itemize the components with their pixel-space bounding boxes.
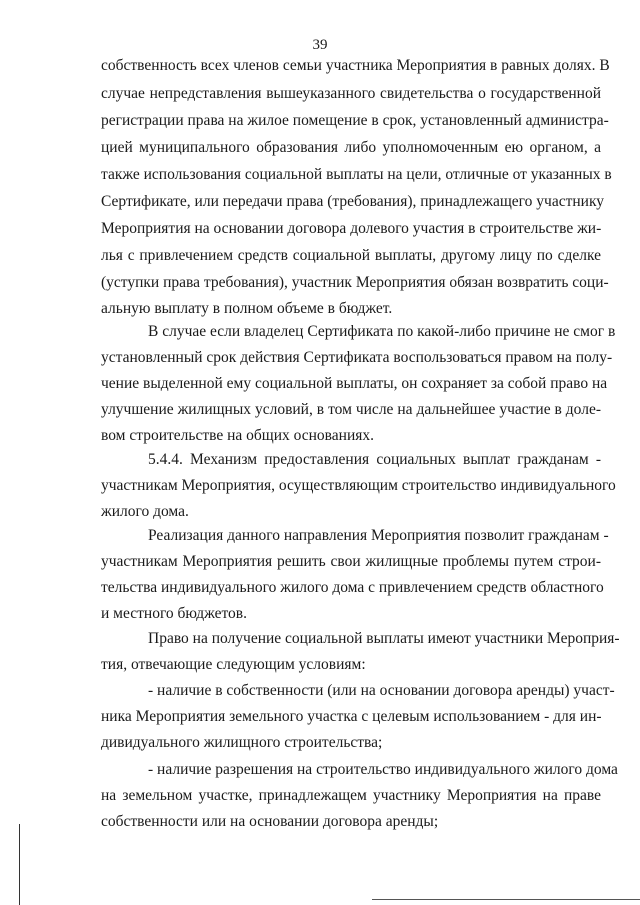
scan-footer-line <box>372 899 640 900</box>
text-line: лья с привлечением средств социальной выплаты, другому лицу по сделке <box>101 247 601 264</box>
scan-margin-line <box>19 824 20 905</box>
text-line: случае непредставления вышеуказанного свидетельства о государственной <box>101 85 601 102</box>
text-line: также использования социальной выплаты на цели, отличные от указанных в <box>101 166 612 183</box>
text-line: Сертификате, или передачи права (требования), принадлежащего участнику <box>101 193 605 210</box>
list-item-line: дивидуального жилищного строительства; <box>101 734 383 751</box>
text-line: установленный срок действия Сертификата воспользоваться правом на полу- <box>101 349 613 366</box>
list-item-line: собственности или на основании договора аренды; <box>101 813 439 830</box>
text-line: собственность всех членов семьи участника Мероприятия в равных долях. В <box>101 57 610 74</box>
section-heading: жилого дома. <box>101 503 189 520</box>
text-line: чение выделенной ему социальной выплаты, он сохраняет за собой право на <box>101 375 608 392</box>
list-item-line: на земельном участке, принадлежащем участнику Мероприятия на праве <box>101 787 601 804</box>
list-item-line: - наличие разрешения на строительство индивидуального жилого дома <box>148 761 618 778</box>
list-item-line: ника Мероприятия земельного участка с целевым использованием - для ин- <box>101 708 602 725</box>
text-line: Право на получение социальной выплаты имеют участники Мероприя- <box>148 630 620 647</box>
text-line: альную выплату в полном объеме в бюджет. <box>101 300 393 317</box>
text-line: тельства индивидуального жилого дома с привлечением средств областного <box>101 579 604 596</box>
text-line: цией муниципального образования либо уполномоченным ею органом, а <box>101 139 601 156</box>
text-line: В случае если владелец Сертификата по какой-либо причине не смог в <box>148 323 616 340</box>
text-line: (уступки права требования), участник Мероприятия обязан возвратить соци- <box>101 274 609 291</box>
text-line: улучшение жилищных условий, в том числе на дальнейшее участие в доле- <box>101 401 601 418</box>
text-line: участникам Мероприятия решить свои жилищные проблемы путем строи- <box>101 553 601 570</box>
section-heading: участникам Мероприятия, осуществляющим строительство индивидуального <box>101 477 616 494</box>
text-line: тия, отвечающие следующим условиям: <box>101 656 366 673</box>
page-number: 39 <box>312 37 328 53</box>
section-heading: 5.4.4. Механизм предоставления социальных выплат гражданам - <box>148 451 601 468</box>
text-line: регистрации права на жилое помещение в срок, установленный администра- <box>101 112 609 129</box>
text-line: Мероприятия на основании договора долевого участия в строительстве жи- <box>101 220 602 237</box>
text-line: Реализация данного направления Мероприятия позволит гражданам - <box>148 527 609 544</box>
list-item-line: - наличие в собственности (или на основании договора аренды) участ- <box>148 682 615 699</box>
text-line: и местного бюджетов. <box>101 605 248 622</box>
text-line: вом строительстве на общих основаниях. <box>101 427 375 444</box>
